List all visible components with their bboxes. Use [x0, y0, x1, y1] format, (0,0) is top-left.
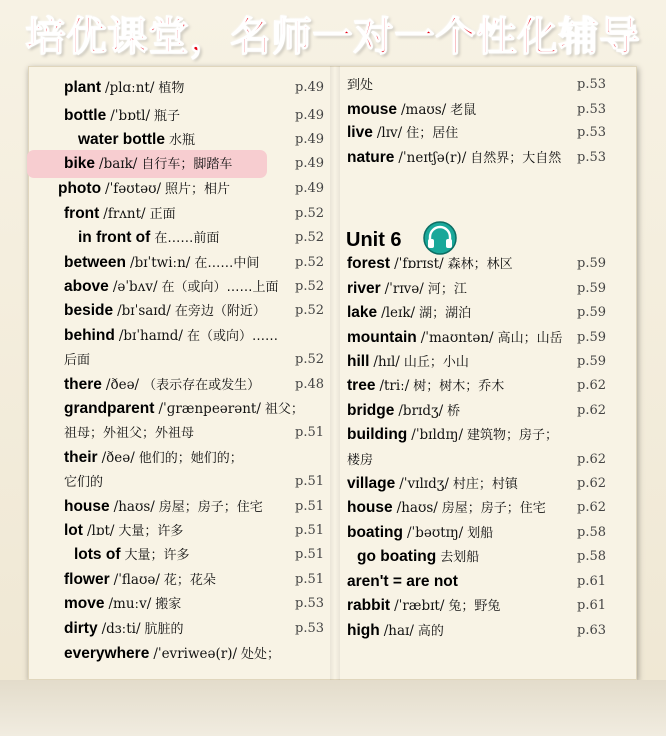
entry-meaning: 湖；湖泊	[419, 306, 472, 321]
entry-phonetic: /ˈmaʊntən/	[420, 330, 494, 346]
entry-page: p.59	[577, 256, 606, 271]
entry-phonetic: /muːv/	[108, 596, 152, 612]
entry-phonetic: /lɪv/	[376, 125, 403, 141]
entry-page: p.49	[295, 132, 324, 147]
vocab-entry	[64, 642, 284, 666]
entry-word: tree	[347, 377, 376, 394]
entry-word: in front of	[78, 229, 151, 246]
entry-phonetic: /maʊs/	[400, 102, 447, 118]
vocab-entry	[64, 152, 236, 176]
entry-page: p.59	[577, 281, 606, 296]
vocab-entry	[64, 76, 188, 100]
entry-meaning: 肮脏的	[144, 622, 184, 637]
entry-page: p.49	[295, 156, 324, 171]
entry-page: p.49	[295, 80, 324, 95]
entry-page: p.63	[577, 623, 606, 638]
entry-meaning: 它们的	[64, 475, 104, 490]
vocab-entry	[347, 448, 377, 472]
entry-phonetic: /leɪk/	[381, 305, 416, 321]
entry-word: boating	[347, 524, 403, 541]
entry-meaning: 搬家	[155, 597, 182, 612]
entry-meaning: 祖父；	[264, 402, 304, 417]
vocab-entry	[347, 374, 508, 398]
entry-meaning: 房屋；房子；住宅	[158, 500, 263, 515]
entry-word: beside	[64, 302, 114, 319]
entry-meaning: 河；江	[427, 282, 467, 297]
entry-page: p.52	[295, 352, 324, 367]
vocab-entry	[64, 202, 180, 226]
vocab-entry	[64, 470, 107, 494]
entry-meaning: 他们的；她们的；	[138, 451, 243, 466]
entry-page: p.62	[577, 452, 606, 467]
entry-phonetic: /ˈevriweə(r)/	[153, 646, 238, 662]
entry-meaning: 森林；林区	[447, 257, 513, 272]
entry-meaning: 老鼠	[450, 103, 477, 118]
entry-phonetic: /plɑːnt/	[105, 80, 155, 96]
vocab-entry	[347, 350, 473, 374]
entry-phonetic: /hɪl/	[373, 354, 400, 370]
entry-page: p.53	[295, 596, 324, 611]
entry-word: lot	[64, 522, 83, 539]
entry-meaning: 桥	[447, 404, 461, 419]
entry-phonetic: /ˈbɒtl/	[110, 108, 151, 124]
entry-phonetic: /ˈneɪtʃə(r)/	[398, 150, 467, 166]
vocab-entry	[357, 545, 483, 569]
vocab-entry	[347, 252, 517, 276]
entry-page: p.51	[295, 474, 324, 489]
vocab-entry	[78, 226, 223, 250]
entry-phonetic: /əˈbʌv/	[112, 279, 158, 295]
vocab-entry	[347, 326, 567, 350]
entry-meaning: 住；居住	[406, 126, 459, 141]
vocab-entry	[347, 121, 462, 145]
entry-page: p.52	[295, 255, 324, 270]
entry-page: p.51	[295, 523, 324, 538]
entry-meaning: 在旁边（附近）	[174, 304, 266, 319]
banner-title: 培优课堂，名师一对一个性化辅导	[25, 13, 641, 60]
entry-word: village	[347, 475, 396, 492]
entry-word: aren't = are not	[347, 573, 458, 590]
entry-word: water bottle	[78, 131, 165, 148]
entry-word: front	[64, 205, 100, 222]
entry-phonetic: /bɪˈtwiːn/	[130, 255, 191, 271]
entry-word: river	[347, 280, 381, 297]
vocab-entry	[64, 617, 188, 641]
entry-word: between	[64, 254, 127, 271]
entry-word: move	[64, 595, 105, 612]
entry-page: p.58	[577, 525, 606, 540]
unit-title: Unit 6	[346, 229, 402, 251]
headphones-icon[interactable]	[420, 221, 460, 255]
entry-page: p.52	[295, 230, 324, 245]
entry-word: rabbit	[347, 597, 391, 614]
vocab-entry	[347, 399, 464, 423]
entry-word: high	[347, 622, 380, 639]
vocab-entry	[74, 543, 194, 567]
entry-word: dirty	[64, 620, 98, 637]
entry-page: p.62	[577, 476, 606, 491]
entry-phonetic: /ðeə/	[105, 377, 140, 393]
vocab-entry	[64, 592, 185, 616]
vocab-entry	[347, 619, 448, 643]
entry-word: behind	[64, 327, 115, 344]
entry-phonetic: /lɒt/	[86, 523, 115, 539]
entry-page: p.53	[577, 77, 606, 92]
entry-word: house	[64, 498, 110, 515]
entry-meaning: 瓶子	[154, 109, 181, 124]
entry-word: lots of	[74, 546, 121, 563]
entry-meaning: 树；树木；乔木	[413, 379, 505, 394]
entry-page: p.62	[577, 403, 606, 418]
entry-meaning: 后面	[64, 353, 91, 368]
entry-word: go boating	[357, 548, 437, 565]
entry-meaning: 在（或向）……上面	[161, 280, 279, 295]
entry-meaning: 水瓶	[168, 133, 195, 148]
vocab-entry	[347, 496, 550, 520]
entry-phonetic: /brɪdʒ/	[398, 403, 444, 419]
entry-page: p.53	[577, 102, 606, 117]
entry-word: mouse	[347, 101, 397, 118]
vocab-entry	[347, 73, 377, 97]
column-divider	[330, 66, 340, 680]
entry-phonetic: /haʊs/	[113, 499, 155, 515]
entry-word: flower	[64, 571, 110, 588]
entry-page: p.52	[295, 279, 324, 294]
entry-meaning: 祖母；外祖父；外祖母	[64, 426, 195, 441]
vocab-entry	[64, 519, 187, 543]
entry-word: above	[64, 278, 109, 295]
entry-page: p.51	[295, 572, 324, 587]
entry-page: p.51	[295, 425, 324, 440]
entry-word: forest	[347, 255, 391, 272]
entry-word: their	[64, 449, 98, 466]
entry-phonetic: /haʊs/	[396, 500, 438, 516]
entry-word: hill	[347, 353, 370, 370]
entry-page: p.52	[295, 206, 324, 221]
entry-page: p.53	[295, 621, 324, 636]
entry-phonetic: /bɪˈhaɪnd/	[118, 328, 183, 344]
entry-meaning: 在（或向）……	[186, 329, 278, 344]
entry-phonetic: /bɪˈsaɪd/	[117, 303, 171, 319]
vocab-entry	[58, 177, 234, 201]
vocab-entry	[347, 423, 562, 447]
entry-word: building	[347, 426, 408, 443]
entry-meaning: 在……中间	[194, 256, 260, 271]
entry-page: p.59	[577, 305, 606, 320]
entry-page: p.59	[577, 354, 606, 369]
entry-meaning: 自行车；脚踏车	[141, 157, 233, 172]
entry-meaning: 划船	[467, 526, 494, 541]
entry-phonetic: /ˈflaʊə/	[113, 572, 160, 588]
vocab-entry	[64, 299, 270, 323]
entry-meaning: 正面	[149, 207, 176, 222]
entry-word: mountain	[347, 329, 417, 346]
vocab-entry	[64, 373, 264, 397]
entry-word: grandparent	[64, 400, 155, 417]
entry-word: house	[347, 499, 393, 516]
entry-meaning: 去划船	[440, 550, 480, 565]
entry-word: photo	[58, 180, 102, 197]
entry-phonetic: /haɪ/	[383, 623, 414, 639]
entry-meaning: 照片；相片	[165, 182, 231, 197]
vocab-entry	[347, 301, 475, 325]
entry-meaning: 楼房	[347, 453, 374, 468]
entry-phonetic: /baɪk/	[99, 156, 138, 172]
vocab-entry	[64, 568, 220, 592]
entry-meaning: 高的	[417, 624, 444, 639]
entry-meaning: 山丘；小山	[403, 355, 469, 370]
entry-page: p.62	[577, 378, 606, 393]
entry-page: p.62	[577, 500, 606, 515]
entry-phonetic: /ˈfəʊtəʊ/	[105, 181, 161, 197]
vocab-entry	[64, 348, 94, 372]
entry-meaning: 到处	[347, 78, 374, 93]
entry-phonetic: /ˈfɒrɪst/	[394, 256, 444, 272]
vocab-entry	[64, 275, 283, 299]
entry-page: p.49	[295, 108, 324, 123]
entry-phonetic: /triː/	[379, 378, 410, 394]
entry-page: p.58	[577, 549, 606, 564]
entry-meaning: 高山；山岳	[497, 331, 563, 346]
entry-page: p.49	[295, 181, 324, 196]
entry-word: bridge	[347, 402, 395, 419]
entry-meaning: 大量；许多	[124, 548, 190, 563]
entry-page: p.59	[577, 330, 606, 345]
entry-phonetic: /ˈvɪlɪdʒ/	[399, 476, 449, 492]
vocab-entry	[347, 521, 497, 545]
entry-phonetic: /ˈɡrænpeərənt/	[158, 401, 261, 417]
entry-phonetic: /ˈræbɪt/	[394, 598, 445, 614]
entry-meaning: 村庄；村镇	[452, 477, 518, 492]
entry-page: p.53	[577, 125, 606, 140]
entry-word: there	[64, 376, 102, 393]
entry-word: plant	[64, 79, 102, 96]
entry-phonetic: /ˈrɪvə/	[384, 281, 424, 297]
vocab-entry	[347, 472, 522, 496]
entry-phonetic: /frʌnt/	[103, 206, 146, 222]
entry-meaning: 大量；许多	[118, 524, 184, 539]
entry-word: everywhere	[64, 645, 150, 662]
entry-page: p.51	[295, 547, 324, 562]
vocab-entry	[347, 277, 471, 301]
vocab-entry	[64, 421, 198, 445]
vocab-entry	[347, 98, 480, 122]
vocab-entry	[64, 397, 308, 421]
vocab-entry	[64, 104, 184, 128]
page-bottom	[0, 680, 666, 736]
vocab-entry	[64, 251, 263, 275]
vocab-entry	[347, 594, 504, 618]
entry-word: bike	[64, 155, 96, 172]
entry-word: live	[347, 124, 373, 141]
vocab-entry	[347, 570, 462, 594]
vocab-entry	[64, 495, 267, 519]
entry-meaning: 植物	[158, 81, 185, 96]
entry-meaning: 建筑物；房子；	[467, 428, 559, 443]
entry-page: p.53	[577, 150, 606, 165]
entry-page: p.51	[295, 499, 324, 514]
entry-meaning: 房屋；房子；住宅	[441, 501, 546, 516]
vocab-entry	[78, 128, 199, 152]
entry-phonetic: /dɜːti/	[101, 621, 141, 637]
entry-word: nature	[347, 149, 395, 166]
entry-meaning: （表示存在或发生）	[143, 378, 261, 393]
entry-page: p.48	[295, 377, 324, 392]
entry-meaning: 在……前面	[154, 231, 220, 246]
entry-meaning: 处处；	[241, 647, 281, 662]
entry-phonetic: /ˈbɪldɪŋ/	[411, 427, 464, 443]
vocab-entry	[347, 146, 565, 170]
entry-page: p.61	[577, 574, 606, 589]
vocab-entry	[64, 324, 282, 348]
entry-page: p.61	[577, 598, 606, 613]
entry-page: p.52	[295, 303, 324, 318]
vocab-entry	[64, 446, 247, 470]
entry-phonetic: /ˈbəʊtɪŋ/	[406, 525, 464, 541]
entry-phonetic: /ðeə/	[101, 450, 135, 466]
entry-meaning: 花；花朵	[163, 573, 216, 588]
entry-meaning: 兔；野兔	[448, 599, 501, 614]
entry-meaning: 自然界；大自然	[470, 151, 562, 166]
entry-word: bottle	[64, 107, 107, 124]
entry-word: lake	[347, 304, 378, 321]
